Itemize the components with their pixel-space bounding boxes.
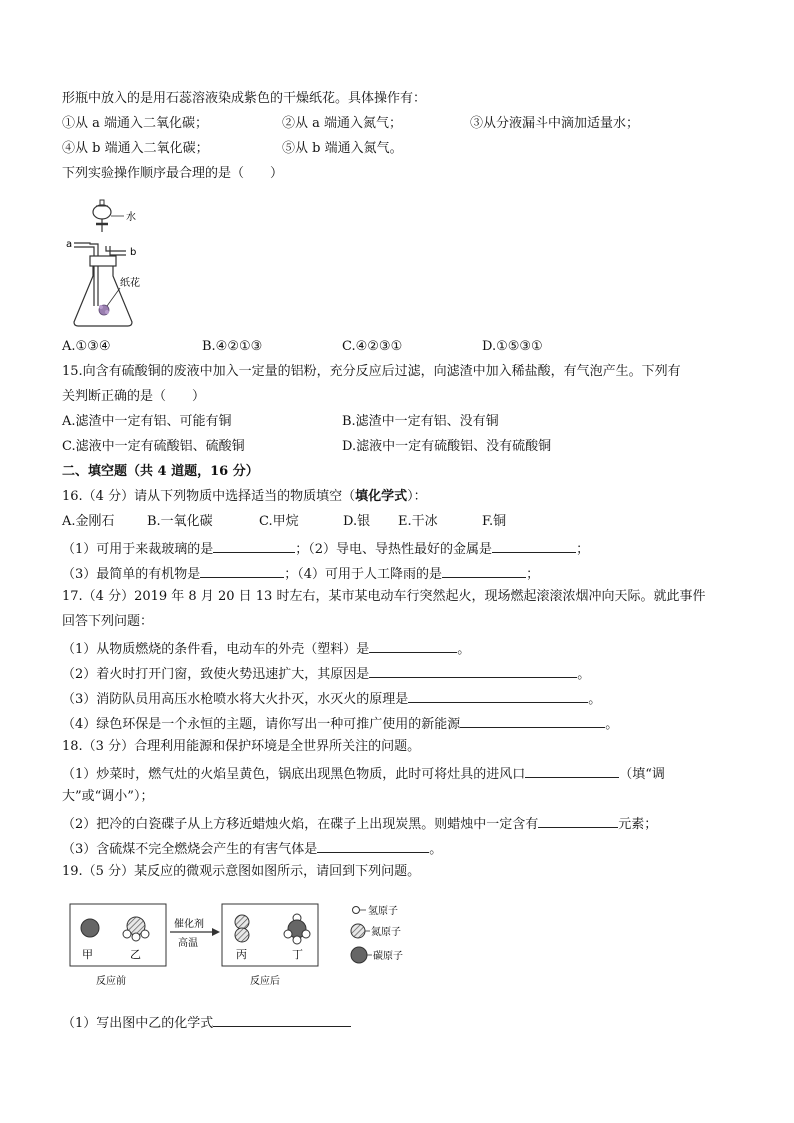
q17-stem-1: 17.（4 分）2019 年 8 月 20 日 13 时左右，某市某电动车行突然起火，现场燃起滚滚浓烟冲向天际。就此事件 [62, 589, 706, 604]
q18-part-3 [62, 838, 442, 859]
hydrogen-atom [302, 930, 310, 938]
q14-option-c: C.④②③① [342, 339, 403, 354]
apparatus-figure [62, 196, 172, 332]
q16-choice-d: D.银 [343, 514, 371, 529]
legend-carbon-icon [351, 947, 367, 963]
q17-part-1 [62, 638, 470, 659]
op-3: ③从分液漏斗中滴加适量水； [470, 116, 640, 131]
q18-part-1-cont: 大”或“调小”）； [62, 789, 154, 804]
q17-part-4 [62, 713, 618, 734]
q16-choice-a: A.金刚石 [62, 514, 115, 529]
label-yi: 乙 [130, 948, 141, 961]
q16-stem-prefix: 16.（4 分）请从下列物质中选择适当的物质填空（ [62, 489, 356, 504]
q16-choice-c: C.甲烷 [259, 514, 299, 529]
q17-part-2 [62, 663, 590, 684]
q16-choice-f: F.铜 [482, 514, 507, 529]
q17-stem-2: 回答下列问题： [62, 614, 154, 629]
answer-blank[interactable] [525, 763, 619, 778]
q19-p1-text: （1）写出图中乙的化学式 [62, 1016, 214, 1031]
label-ding: 丁 [292, 948, 303, 961]
q18-p2-text: （2）把冷的白瓷碟子从上方移近蜡烛火焰，在碟子上出现炭黑。则蜡烛中一定含有 [62, 817, 539, 832]
answer-blank[interactable] [213, 538, 295, 553]
q14-question: 下列实验操作顺序最合理的是（ ） [62, 166, 284, 181]
q16-stem-bold: 填化学式 [355, 489, 408, 504]
q16-p1-text: （1）可用于来裁玻璃的是 [62, 542, 214, 557]
q16-stem-suffix: ）： [407, 489, 427, 504]
answer-blank[interactable] [369, 638, 457, 653]
q16-part-1 [62, 538, 589, 559]
q16-choice-b: B.一氧化碳 [147, 514, 213, 529]
hydrogen-atom [293, 936, 301, 944]
legend-carbon: 碳原子 [373, 951, 403, 962]
hydrogen-atom [132, 933, 140, 941]
q17-part-3 [62, 688, 601, 709]
q14-option-b: B.④②①③ [202, 339, 263, 354]
q15-option-a: A.滤渣中一定有铝、可能有铜 [62, 414, 232, 429]
q18-p3-end: 。 [429, 842, 443, 857]
hydrogen-atom [123, 930, 131, 938]
answer-blank[interactable] [460, 713, 605, 728]
legend-nitrogen: 氮原子 [371, 927, 401, 938]
q18-p3-text: （3）含硫煤不完全燃烧会产生的有害气体是 [62, 842, 318, 857]
answer-blank[interactable] [492, 538, 576, 553]
op-5: ⑤从 b 端通入氮气。 [282, 141, 403, 156]
q15-option-b: B.滤渣中一定有铝、没有铜 [342, 414, 499, 429]
q14-option-d: D.①⑤③① [482, 339, 543, 354]
legend-nitrogen-icon [351, 924, 365, 938]
legend-hydrogen: 氢原子 [368, 906, 398, 917]
q18-part-1 [62, 763, 665, 784]
q18-p1-hint: （填“调 [619, 767, 665, 782]
answer-blank[interactable] [200, 563, 284, 578]
q16-stem [62, 488, 427, 506]
q19-part-1 [62, 1012, 351, 1033]
q18-part-2 [62, 813, 657, 834]
q17-p4-text: （4）绿色环保是一个永恒的主题，请你写出一种可推广使用的新能源 [62, 717, 461, 732]
q17-p1-end: 。 [457, 642, 471, 657]
q16-part-3 [62, 563, 539, 584]
high-temp-label: 高温 [178, 938, 198, 949]
q15-option-c: C.滤液中一定有硫酸铝、硫酸铜 [62, 439, 245, 454]
q17-p2-text: （2）着火时打开门窗，致使火势迅速扩大，其原因是 [62, 667, 370, 682]
q16-p4-text: ；（4）可用于人工降雨的是 [284, 567, 443, 582]
answer-blank[interactable] [538, 813, 618, 828]
carbon-atom [81, 919, 99, 937]
q18-p2-end: 元素； [618, 817, 658, 832]
nitrogen-atom [235, 915, 249, 929]
hydrogen-atom [284, 930, 292, 938]
q16-p4-end: ； [526, 567, 540, 582]
hydrogen-atom [141, 930, 149, 938]
flower-label: 纸花 [120, 278, 140, 289]
op-2: ②从 a 端通入氮气； [282, 116, 403, 131]
label-a: a [66, 239, 73, 250]
q17-p3-end: 。 [588, 692, 602, 707]
q15-stem-2: 关判断正确的是（ ） [62, 389, 206, 404]
q17-p1-text: （1）从物质燃烧的条件看，电动车的外壳（塑料）是 [62, 642, 370, 657]
q14-option-a: A.①③④ [62, 339, 111, 354]
q17-p2-end: 。 [577, 667, 591, 682]
label-after: 反应后 [250, 976, 280, 987]
nitrogen-atom [235, 928, 249, 942]
q18-p1-text: （1）炒菜时，燃气灶的火焰呈黄色，锅底出现黑色物质，此时可将灶具的进风口 [62, 767, 526, 782]
op-1: ①从 a 端通入二氧化碳； [62, 116, 209, 131]
q16-p3-text: （3）最简单的有机物是 [62, 567, 201, 582]
legend-hydrogen-icon [353, 907, 360, 914]
reaction-diagram [66, 896, 426, 992]
label-bing: 丙 [236, 948, 247, 961]
q18-stem: 18.（3 分）合理利用能源和保护环境是全世界所关注的问题。 [62, 739, 421, 754]
q16-choice-e: E.干冰 [398, 514, 438, 529]
q15-option-d: D.滤液中一定有硫酸铝、没有硫酸铜 [342, 439, 552, 454]
q17-p4-end: 。 [605, 717, 619, 732]
water-label: 水 [126, 212, 136, 223]
answer-blank[interactable] [317, 838, 429, 853]
op-4: ④从 b 端通入二氧化碳； [62, 141, 209, 156]
answer-blank[interactable] [369, 663, 577, 678]
answer-blank[interactable] [442, 563, 526, 578]
q19-stem: 19.（5 分）某反应的微观示意图如图所示，请回到下列问题。 [62, 864, 421, 879]
label-b: b [130, 247, 137, 258]
intro-line: 形瓶中放入的是用石蕊溶液染成紫色的干燥纸花。具体操作有： [62, 91, 427, 106]
section-title: 二、填空题（共 4 道题，16 分） [62, 464, 259, 479]
answer-blank[interactable] [213, 1012, 351, 1027]
label-before: 反应前 [96, 976, 126, 987]
label-jia: 甲 [82, 948, 93, 961]
answer-blank[interactable] [408, 688, 588, 703]
q16-p2-end: ； [576, 542, 590, 557]
q16-p2-text: ；（2）导电、导热性最好的金属是 [295, 542, 493, 557]
q15-stem-1: 15.向含有硫酸铜的废液中加入一定量的铝粉，充分反应后过滤，向滤渣中加入稀盐酸，有气泡产生。下列有 [62, 364, 681, 379]
catalyst-label: 催化剂 [174, 919, 204, 930]
q17-p3-text: （3）消防队员用高压水枪喷水将大火扑灭，水灭火的原理是 [62, 692, 409, 707]
